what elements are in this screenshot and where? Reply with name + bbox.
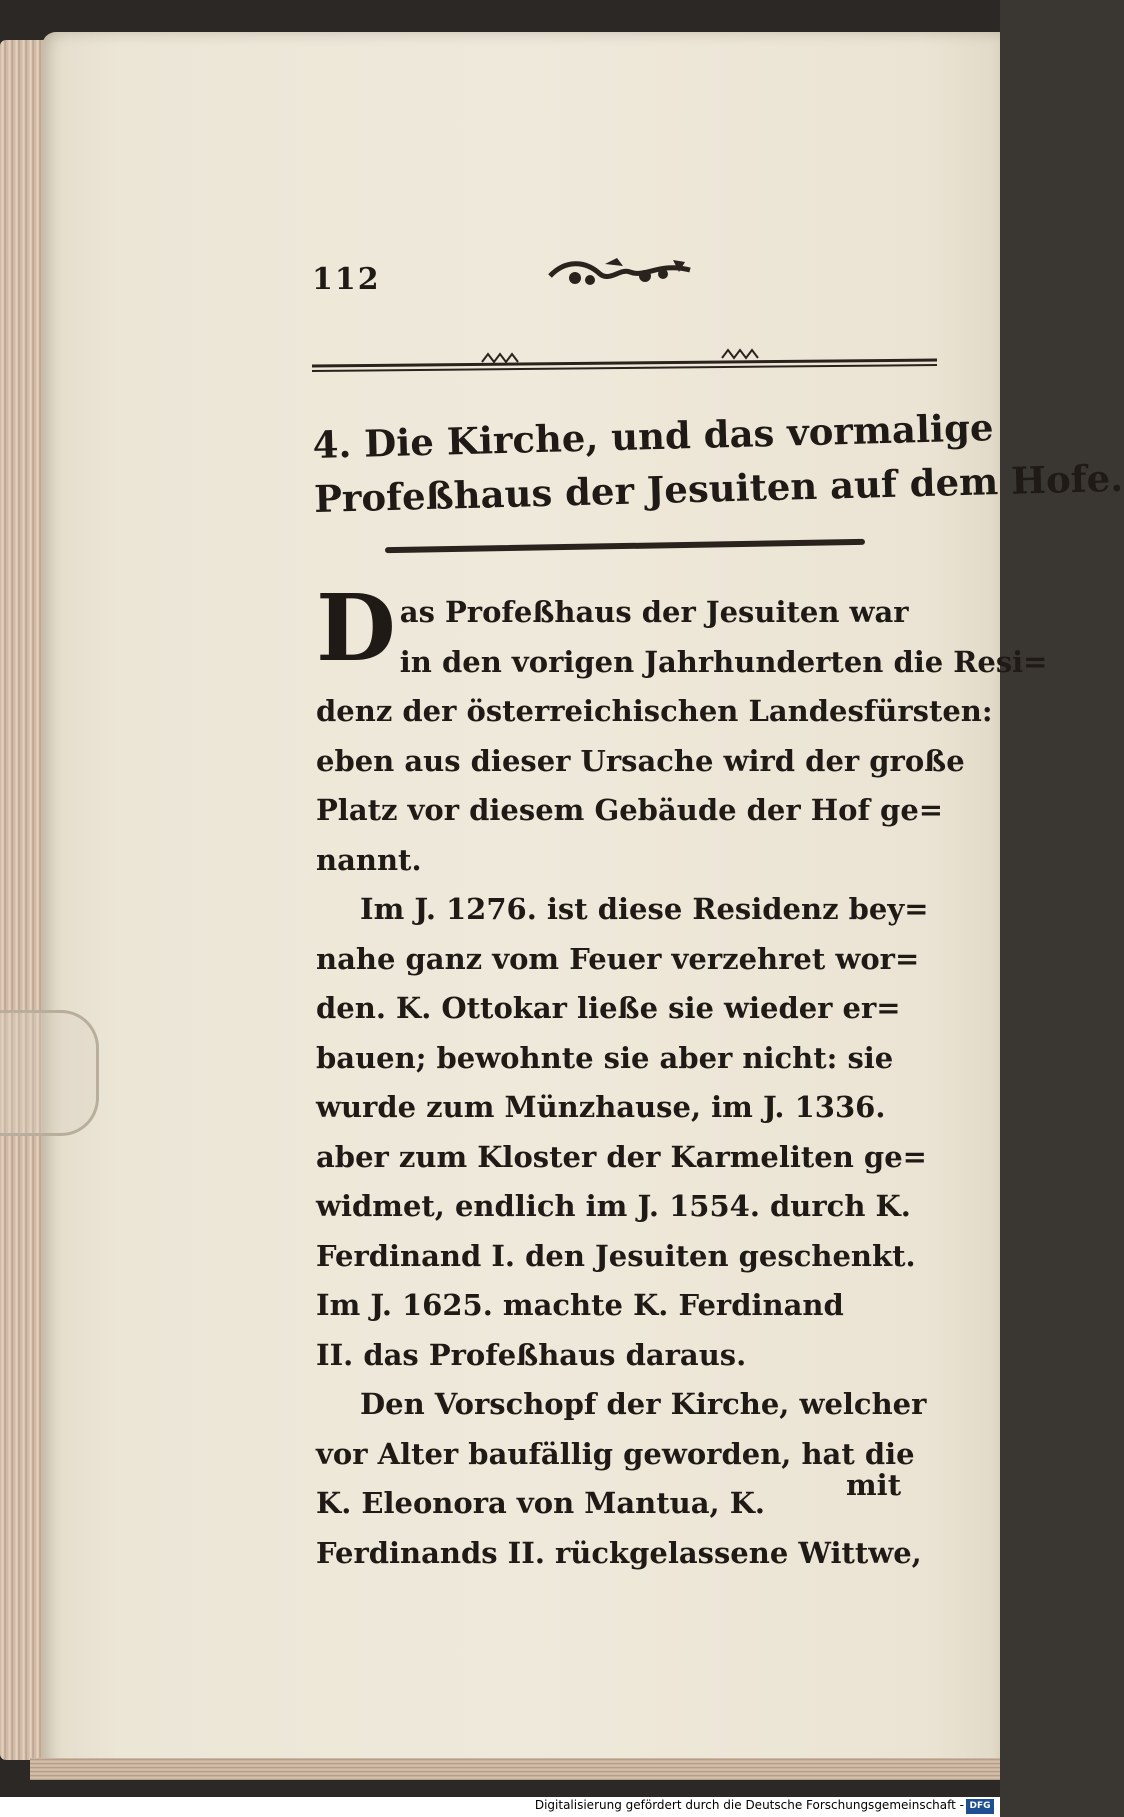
text-line: denz der österreichischen Landesfürsten: <box>316 694 993 728</box>
dfg-logo: DFG <box>966 1799 994 1814</box>
text-line: aber zum Kloster der Karmeliten ge= <box>316 1139 927 1174</box>
text-line: eben aus dieser Ursache wird der große <box>316 743 965 778</box>
page-clip <box>0 1010 99 1136</box>
text-line: Den Vorschopf der Kirche, welcher <box>360 1387 927 1421</box>
text-line: Ferdinands II. rückgelassene Wittwe, <box>316 1535 922 1570</box>
heading-line: 4. Die Kirche, und das vormalige <box>312 405 995 467</box>
catchword: mit <box>846 1468 902 1502</box>
heading-line: Profeßhaus der Jesuiten auf dem Hofe. <box>313 455 1124 521</box>
text-line: vor Alter baufällig geworden, hat die <box>316 1436 915 1471</box>
text-line: II. das Profeßhaus daraus. <box>316 1337 747 1372</box>
text-line: in den vorigen Jahrhunderten die Resi= <box>399 644 1048 679</box>
bottom-page-edge <box>30 1758 1000 1780</box>
text-line: Platz vor diesem Gebäude der Hof ge= <box>316 793 944 827</box>
text-line: K. Eleonora von Mantua, K. <box>316 1486 766 1520</box>
text-line: nannt. <box>316 842 422 877</box>
text-line: wurde zum Münzhause, im J. 1336. <box>316 1090 886 1124</box>
text-line: bauen; bewohnte sie aber nicht: sie <box>316 1040 894 1075</box>
footer-credit: Digitalisierung gefördert durch die Deutsche Forschungsgemeinschaft - <box>534 1798 964 1812</box>
text-line: Im J. 1625. machte K. Ferdinand <box>316 1288 844 1322</box>
text-line: Im J. 1276. ist diese Residenz bey= <box>360 892 929 926</box>
page-number: 112 <box>312 262 381 297</box>
text-line: widmet, endlich im J. 1554. durch K. <box>316 1189 911 1223</box>
body-text <box>316 574 1048 1578</box>
section-heading <box>312 402 1124 526</box>
text-line: nahe ganz vom Feuer verzehret wor= <box>316 941 920 976</box>
text-line: Ferdinand I. den Jesuiten geschenkt. <box>316 1238 916 1273</box>
ornament-icon <box>545 250 695 294</box>
text-line: as Profeßhaus der Jesuiten war <box>399 595 909 629</box>
top-rule <box>312 346 937 374</box>
text-line: den. K. Ottokar ließe sie wieder er= <box>316 991 901 1025</box>
drop-cap: D <box>316 574 396 682</box>
